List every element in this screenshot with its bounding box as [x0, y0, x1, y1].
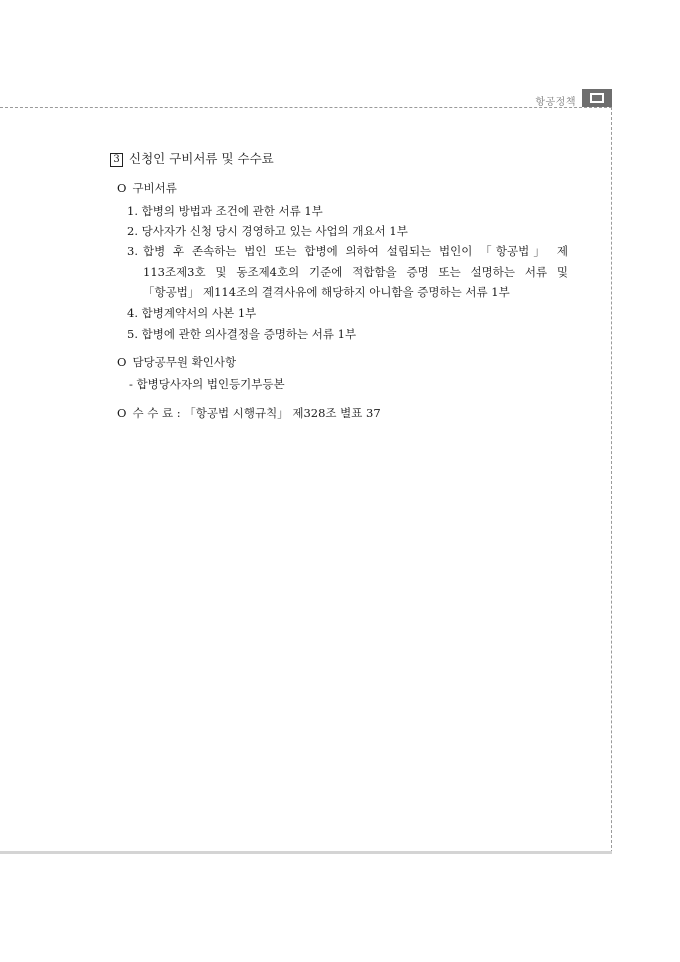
- item-text: 합병에 관한 의사결정을 증명하는 서류 1부: [141, 327, 357, 341]
- item-number: 1.: [127, 204, 138, 218]
- list-item: [127, 203, 323, 219]
- officer-check-heading: [117, 354, 236, 370]
- page-side-rule: [611, 107, 612, 853]
- list-item: [127, 243, 138, 259]
- item-number: 4.: [127, 306, 138, 320]
- dash-bullet: -: [129, 377, 133, 391]
- item-text: 합병의 방법과 조건에 관한 서류 1부: [141, 204, 323, 218]
- square-icon: [590, 93, 604, 103]
- officer-check-label: 담당공무원 확인사항: [132, 355, 237, 369]
- circle-bullet-icon: O: [117, 181, 127, 195]
- list-item: [129, 376, 285, 392]
- list-item: [127, 223, 408, 239]
- header-square-icon: [582, 89, 612, 107]
- circle-bullet-icon: O: [117, 406, 127, 420]
- item-number: 5.: [127, 327, 138, 341]
- fee-text: 수 수 료 : 「항공법 시행규칙」 제328조 별표 37: [132, 406, 381, 420]
- item-text-line: 합병 후 존속하는 법인 또는 합병에 의하여 설립되는 법인이 「항공법」 제: [143, 244, 568, 258]
- documents-heading: [117, 180, 177, 196]
- item-text-line: 「항공법」 제114조의 결격사유에 해당하지 아니함을 증명하는 서류 1부: [143, 285, 510, 299]
- page-bottom-rule: [0, 851, 612, 854]
- item-text-line: 113조제3호 및 동조제4호의 기준에 적합함을 증명 또는 설명하는 서류 및: [143, 265, 568, 279]
- item-number: 2.: [127, 224, 138, 238]
- documents-label: 구비서류: [132, 181, 177, 195]
- section-title: 신청인 구비서류 및 수수료: [129, 151, 274, 166]
- section-number-box: 3: [110, 153, 123, 167]
- fee-line: [117, 405, 381, 421]
- item-text: 당사자가 신청 당시 경영하고 있는 사업의 개요서 1부: [141, 224, 408, 238]
- circle-bullet-icon: O: [117, 355, 127, 369]
- running-header-title: 항공정책: [535, 97, 576, 108]
- list-item: [127, 326, 356, 342]
- list-item: [127, 305, 256, 321]
- item-text: 합병계약서의 사본 1부: [141, 306, 257, 320]
- item-text: 합병당사자의 법인등기부등본: [136, 377, 285, 391]
- section-heading: [110, 149, 274, 167]
- item-number: 3.: [127, 244, 138, 258]
